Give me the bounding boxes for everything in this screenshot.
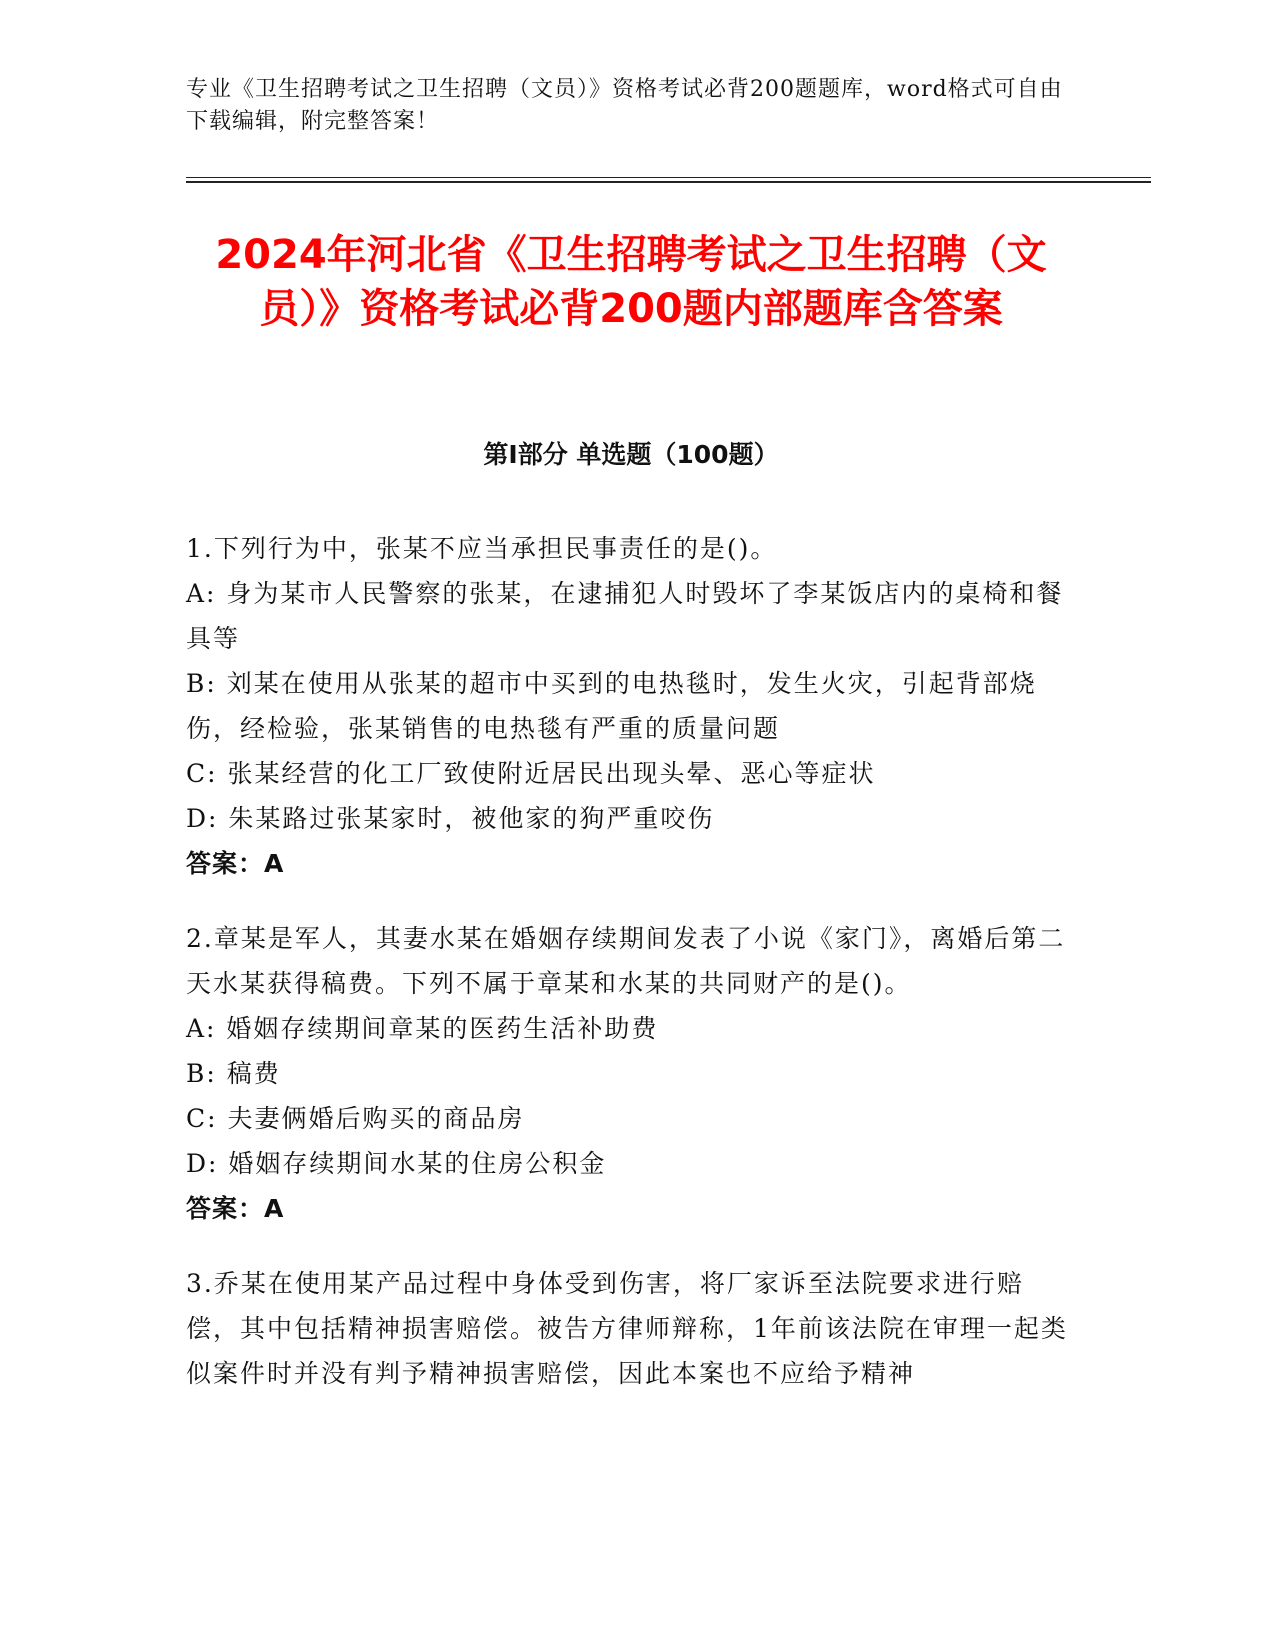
question-stem: 1.下列行为中，张某不应当承担民事责任的是()。 [186, 534, 778, 563]
section-title: 第I部分 单选题（100题） [483, 440, 779, 469]
answer: 答案：A [186, 1194, 285, 1223]
question-stem: 2.章某是军人，其妻水某在婚姻存续期间发表了小说《家门》，离婚后第二天水某获得稿费。下列不属于章某和水某的共同财产的是()。 [186, 924, 1066, 998]
option-a: A: 婚姻存续期间章某的医药生活补助费 [186, 1014, 659, 1043]
question-1 [186, 526, 1076, 886]
option-c: C: 张某经营的化工厂致使附近居民出现头晕、恶心等症状 [186, 759, 876, 788]
question-list [186, 526, 1076, 1426]
question-2 [186, 916, 1076, 1231]
option-a: A: 身为某市人民警察的张某，在逮捕犯人时毁坏了李某饭店内的桌椅和餐具等 [186, 579, 1064, 653]
question-stem: 3.乔某在使用某产品过程中身体受到伤害，将厂家诉至法院要求进行赔偿，其中包括精神损害赔偿。被告方律师辩称，1年前该法院在审理一起类似案件时并没有判予精神损害赔偿，因此本案也不应给予精神 [186, 1269, 1068, 1388]
answer: 答案：A [186, 849, 285, 878]
document-title: 2024年河北省《卫生招聘考试之卫生招聘（文员）》资格考试必背200题内部题库含答案 [215, 232, 1047, 332]
header-divider-thin [186, 177, 1151, 178]
option-d: D: 婚姻存续期间水某的住房公积金 [186, 1149, 607, 1178]
option-c: C: 夫妻俩婚后购买的商品房 [186, 1104, 525, 1133]
header-note: 专业《卫生招聘考试之卫生招聘（文员）》资格考试必背200题题库，word格式可自由下载编辑，附完整答案！ [186, 77, 1063, 134]
header-divider-thick [186, 181, 1151, 183]
question-3 [186, 1261, 1076, 1396]
option-b: B: 稿费 [186, 1059, 281, 1088]
option-b: B: 刘某在使用从张某的超市中买到的电热毯时，发生火灾，引起背部烧伤，经检验，张某销售的电热毯有严重的质量问题 [186, 669, 1037, 743]
option-d: D: 朱某路过张某家时，被他家的狗严重咬伤 [186, 804, 715, 833]
